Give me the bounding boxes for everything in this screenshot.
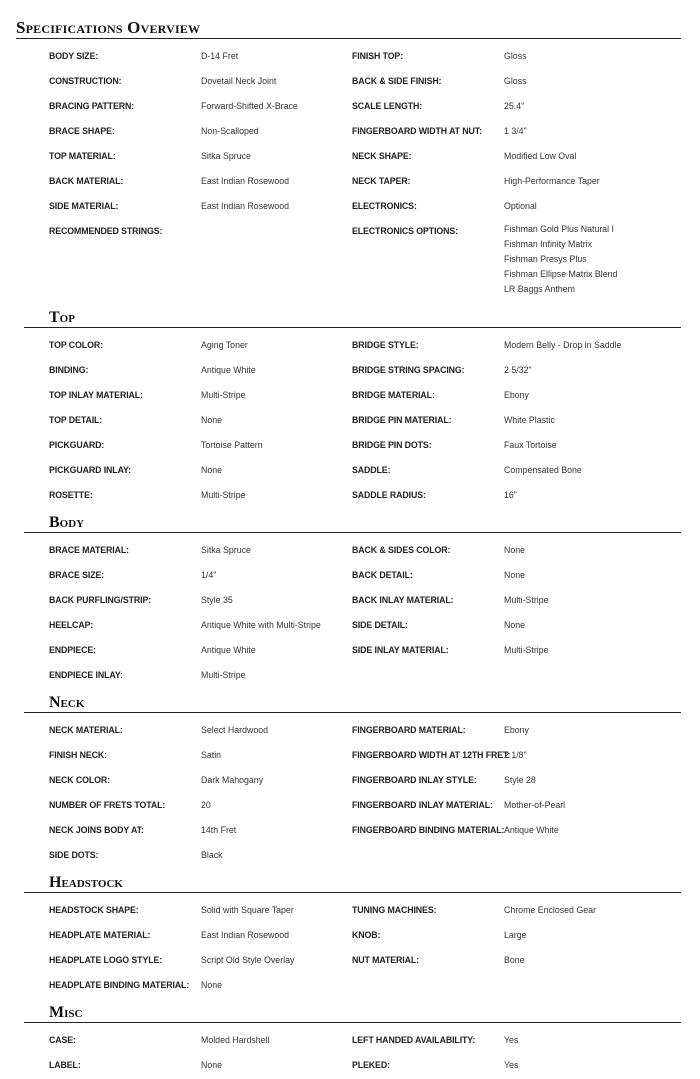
misc-spec-value: Molded Hardshell xyxy=(201,1035,270,1045)
overview-spec-value: Non-Scalloped xyxy=(201,126,259,136)
overview-spec-value: Dovetail Neck Joint xyxy=(201,76,277,86)
overview-spec-value: D-14 Fret xyxy=(201,51,239,61)
neck-spec-label: NECK JOINS BODY AT: xyxy=(49,825,144,835)
headstock-spec-label: NUT MATERIAL: xyxy=(352,955,419,965)
body-spec-value: None xyxy=(504,570,526,580)
top-spec-label: SADDLE: xyxy=(352,465,391,475)
body-spec-value: None xyxy=(504,545,526,555)
neck-spec-value: 14th Fret xyxy=(201,825,237,835)
neck-section-rule xyxy=(24,712,681,713)
neck-spec-label: NECK MATERIAL: xyxy=(49,725,123,735)
body-spec-value: Multi-Stripe xyxy=(504,595,549,605)
electronics-option: Fishman Gold Plus Natural I xyxy=(504,224,615,234)
neck-spec-value: Ebony xyxy=(504,725,529,735)
top-spec-value: Antique White xyxy=(201,365,256,375)
overview-spec-label: BACK MATERIAL: xyxy=(49,176,124,186)
overview-spec-value: Optional xyxy=(504,201,537,211)
overview-spec-value: 1 3/4" xyxy=(504,126,527,136)
top-spec-label: SADDLE RADIUS: xyxy=(352,490,426,500)
electronics-option: Fishman Ellipse Matrix Blend xyxy=(504,269,618,279)
top-spec-value: Tortoise Pattern xyxy=(201,440,263,450)
neck-spec-value: Satin xyxy=(201,750,222,760)
headstock-spec-label: KNOB: xyxy=(352,930,381,940)
top-spec-value: Multi-Stripe xyxy=(201,490,246,500)
overview-spec-value: Gloss xyxy=(504,51,527,61)
headstock-spec-value: Chrome Enclosed Gear xyxy=(504,905,596,915)
overview-spec-label: FINGERBOARD WIDTH AT NUT: xyxy=(352,126,482,136)
body-spec-value: None xyxy=(504,620,526,630)
body-spec-label: BRACE MATERIAL: xyxy=(49,545,129,555)
body-spec-label: BACK PURFLING/STRIP: xyxy=(49,595,152,605)
top-spec-value: None xyxy=(201,465,223,475)
neck-spec-value: Mother-of-Pearl xyxy=(504,800,566,810)
top-spec-value: Aging Toner xyxy=(201,340,248,350)
top-spec-label: BRIDGE STYLE: xyxy=(352,340,419,350)
body-section-rule xyxy=(24,532,681,533)
electronics-option: Fishman Presys Plus xyxy=(504,254,587,264)
top-spec-label: BRIDGE PIN MATERIAL: xyxy=(352,415,452,425)
headstock-spec-value: Bone xyxy=(504,955,525,965)
headstock-spec-label: HEADPLATE LOGO STYLE: xyxy=(49,955,163,965)
overview-spec-value: 25.4" xyxy=(504,101,525,111)
overview-spec-label: ELECTRONICS OPTIONS: xyxy=(352,226,459,236)
overview-spec-value: Forward-Shifted X-Brace xyxy=(201,101,298,111)
electronics-options-list xyxy=(504,222,617,297)
overview-spec-label: BRACING PATTERN: xyxy=(49,101,135,111)
misc-spec-label: PLEKED: xyxy=(352,1060,390,1070)
top-spec-value: Ebony xyxy=(504,390,529,400)
electronics-option: Fishman Infinity Matrix xyxy=(504,239,592,249)
top-spec-label: BINDING: xyxy=(49,365,89,375)
misc-spec-label: LEFT HANDED AVAILABILITY: xyxy=(352,1035,476,1045)
neck-spec-label: FINISH NECK: xyxy=(49,750,107,760)
overview-spec-label: FINISH TOP: xyxy=(352,51,404,61)
body-spec-label: SIDE DETAIL: xyxy=(352,620,408,630)
body-spec-label: BACK INLAY MATERIAL: xyxy=(352,595,454,605)
headstock-spec-value: Solid with Square Taper xyxy=(201,905,294,915)
overview-spec-label: BRACE SHAPE: xyxy=(49,126,115,136)
headstock-spec-value: None xyxy=(201,980,223,990)
top-spec-label: ROSETTE: xyxy=(49,490,93,500)
body-spec-label: HEELCAP: xyxy=(49,620,94,630)
top-spec-value: Faux Tortoise xyxy=(504,440,557,450)
neck-spec-value: Antique White xyxy=(504,825,559,835)
body-spec-label: ENDPIECE: xyxy=(49,645,97,655)
body-section-title: Body xyxy=(49,514,85,531)
neck-spec-value: 20 xyxy=(201,800,211,810)
overview-spec-label: SCALE LENGTH: xyxy=(352,101,423,111)
top-spec-value: 2 5/32" xyxy=(504,365,532,375)
body-spec-label: SIDE INLAY MATERIAL: xyxy=(352,645,449,655)
misc-spec-value: Yes xyxy=(504,1060,519,1070)
body-spec-label: BACK DETAIL: xyxy=(352,570,413,580)
neck-spec-label: FINGERBOARD MATERIAL: xyxy=(352,725,466,735)
headstock-section-rule xyxy=(24,892,681,893)
body-spec-label: BRACE SIZE: xyxy=(49,570,105,580)
overview-spec-label: NECK TAPER: xyxy=(352,176,411,186)
body-spec-label: BACK & SIDES COLOR: xyxy=(352,545,451,555)
overview-spec-label: RECOMMENDED STRINGS: xyxy=(49,226,163,236)
body-spec-value: Style 35 xyxy=(201,595,233,605)
neck-spec-label: NECK COLOR: xyxy=(49,775,110,785)
overview-spec-label: NECK SHAPE: xyxy=(352,151,412,161)
misc-section-title: Misc xyxy=(49,1004,83,1021)
neck-spec-label: FINGERBOARD INLAY STYLE: xyxy=(352,775,477,785)
neck-spec-label: NUMBER OF FRETS TOTAL: xyxy=(49,800,166,810)
overview-spec-label: BACK & SIDE FINISH: xyxy=(352,76,442,86)
top-spec-value: Modern Belly - Drop in Saddle xyxy=(504,340,622,350)
body-spec-value: Sitka Spruce xyxy=(201,545,251,555)
neck-spec-value: Dark Mahogany xyxy=(201,775,264,785)
overview-spec-label: SIDE MATERIAL: xyxy=(49,201,119,211)
headstock-spec-label: TUNING MACHINES: xyxy=(352,905,437,915)
neck-spec-label: FINGERBOARD INLAY MATERIAL: xyxy=(352,800,493,810)
overview-spec-value: Modified Low Oval xyxy=(504,151,577,161)
electronics-option: LR Baggs Anthem xyxy=(504,284,575,294)
top-spec-label: BRIDGE PIN DOTS: xyxy=(352,440,432,450)
overview-spec-value: High-Performance Taper xyxy=(504,176,600,186)
top-spec-label: PICKGUARD: xyxy=(49,440,105,450)
top-spec-label: BRIDGE MATERIAL: xyxy=(352,390,435,400)
top-spec-value: None xyxy=(201,415,223,425)
misc-spec-label: LABEL: xyxy=(49,1060,81,1070)
neck-spec-label: SIDE DOTS: xyxy=(49,850,99,860)
overview-spec-value: East Indian Rosewood xyxy=(201,201,290,211)
misc-spec-value: Yes xyxy=(504,1035,519,1045)
headstock-spec-label: HEADPLATE MATERIAL: xyxy=(49,930,151,940)
overview-spec-label: BODY SIZE: xyxy=(49,51,99,61)
top-spec-value: Multi-Stripe xyxy=(201,390,246,400)
headstock-spec-value: Script Old Style Overlay xyxy=(201,955,295,965)
title-rule xyxy=(16,38,681,39)
neck-spec-value: Black xyxy=(201,850,223,860)
top-spec-value: White Plastic xyxy=(504,415,555,425)
top-section-title: Top xyxy=(49,309,75,326)
misc-spec-value: None xyxy=(201,1060,223,1070)
body-spec-value: Multi-Stripe xyxy=(504,645,549,655)
body-spec-value: 1/4" xyxy=(201,570,217,580)
page-title: Specifications Overview xyxy=(16,18,201,37)
headstock-spec-label: HEADPLATE BINDING MATERIAL: xyxy=(49,980,190,990)
misc-spec-label: CASE: xyxy=(49,1035,76,1045)
neck-spec-label: FINGERBOARD BINDING MATERIAL: xyxy=(352,825,505,835)
overview-spec-value: East Indian Rosewood xyxy=(201,176,290,186)
overview-spec-label: CONSTRUCTION: xyxy=(49,76,122,86)
headstock-section-title: Headstock xyxy=(49,874,123,891)
top-spec-label: PICKGUARD INLAY: xyxy=(49,465,131,475)
top-spec-label: TOP COLOR: xyxy=(49,340,103,350)
headstock-spec-label: HEADSTOCK SHAPE: xyxy=(49,905,139,915)
overview-spec-label: ELECTRONICS: xyxy=(352,201,417,211)
misc-section-rule xyxy=(24,1022,681,1023)
neck-spec-value: Style 28 xyxy=(504,775,536,785)
headstock-spec-value: East Indian Rosewood xyxy=(201,930,290,940)
top-spec-label: TOP INLAY MATERIAL: xyxy=(49,390,143,400)
body-spec-value: Antique White xyxy=(201,645,256,655)
top-spec-value: Compensated Bone xyxy=(504,465,582,475)
neck-spec-label: FINGERBOARD WIDTH AT 12TH FRET: xyxy=(352,750,511,760)
neck-spec-value: Select Hardwood xyxy=(201,725,268,735)
top-spec-label: BRIDGE STRING SPACING: xyxy=(352,365,465,375)
overview-spec-value: Gloss xyxy=(504,76,527,86)
overview-spec-label: TOP MATERIAL: xyxy=(49,151,116,161)
body-spec-value: Multi-Stripe xyxy=(201,670,246,680)
body-spec-value: Antique White with Multi-Stripe xyxy=(201,620,321,630)
overview-spec-value: Sitka Spruce xyxy=(201,151,251,161)
neck-spec-value: 2 1/8" xyxy=(504,750,527,760)
top-spec-value: 16" xyxy=(504,490,517,500)
body-spec-label: ENDPIECE INLAY: xyxy=(49,670,123,680)
neck-section-title: Neck xyxy=(49,694,85,711)
headstock-spec-value: Large xyxy=(504,930,527,940)
top-section-rule xyxy=(24,327,681,328)
top-spec-label: TOP DETAIL: xyxy=(49,415,103,425)
